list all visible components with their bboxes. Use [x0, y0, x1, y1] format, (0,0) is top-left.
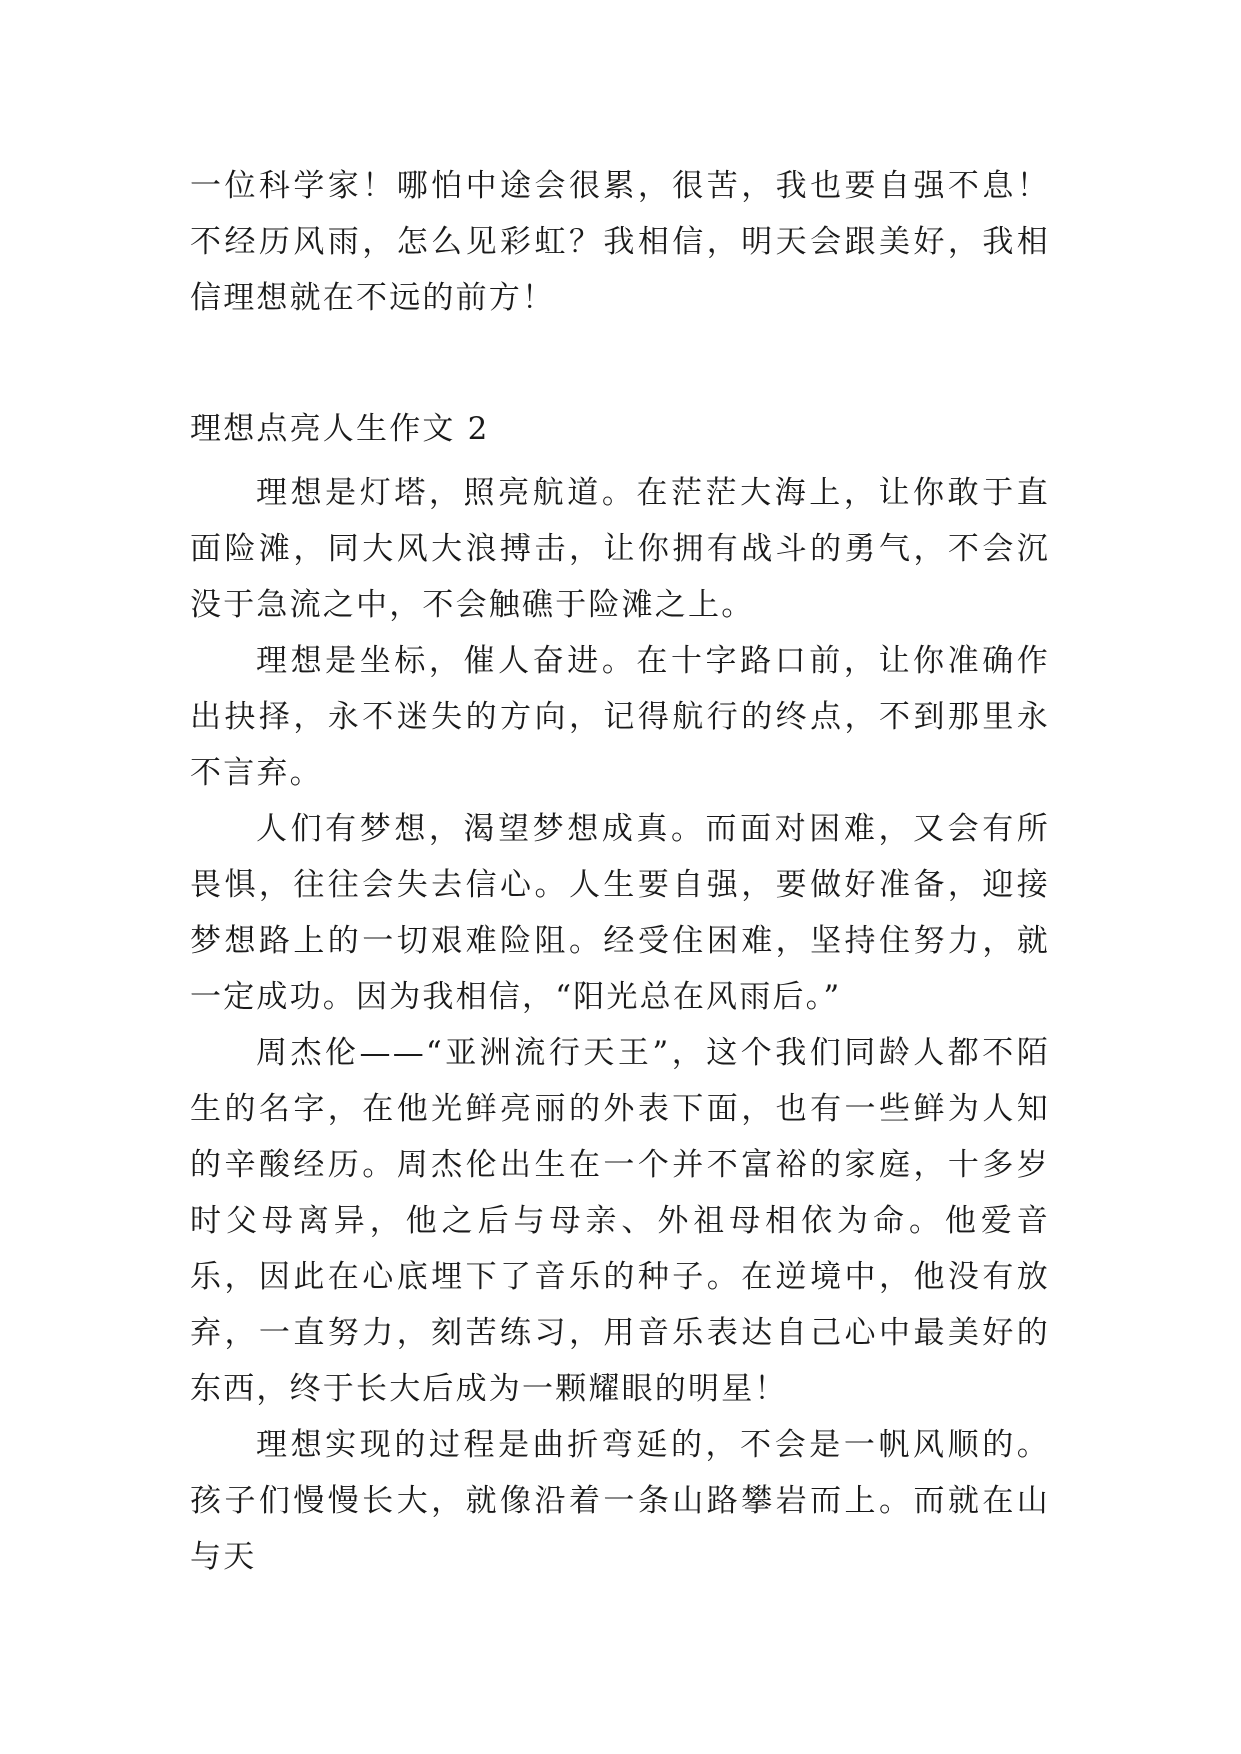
paragraph-lighthouse: 理想是灯塔，照亮航道。在茫茫大海上，让你敢于直面险滩，同大风大浪搏击，让你拥有战斗的勇气，不会沉没于急流之中，不会触礁于险滩之上。: [190, 475, 1050, 623]
paragraph-coordinate: 理想是坐标，催人奋进。在十字路口前，让你准确作出抉择，永不迷失的方向，记得航行的终点，不到那里永不言弃。: [190, 643, 1050, 791]
document-body: [190, 158, 1050, 1585]
intro-paragraph: 一位科学家！哪怕中途会很累，很苦，我也要自强不息！不经历风雨，怎么见彩虹？我相信，明天会跟美好，我相信理想就在不远的前方！: [190, 168, 1050, 316]
section-title: 理想点亮人生作文 2: [190, 411, 490, 447]
paragraph-dreams: 人们有梦想，渴望梦想成真。而面对困难，又会有所畏惧，往往会失去信心。人生要自强，要做好准备，迎接梦想路上的一切艰难险阻。经受住困难，坚持住努力，就一定成功。因为我相信，“阳光总在风雨后。”: [190, 811, 1050, 1015]
section-spacer: [190, 326, 1050, 401]
paragraph-jay-chou: 周杰伦——“亚洲流行天王”，这个我们同龄人都不陌生的名字，在他光鲜亮丽的外表下面，也有一些鲜为人知的辛酸经历。周杰伦出生在一个并不富裕的家庭，十多岁时父母离异，他之后与母亲、外祖母相依为命。他爱音乐，因此在心底埋下了音乐的种子。在逆境中，他没有放弃，一直努力，刻苦练习，用音乐表达自己心中最美好的东西，终于长大后成为一颗耀眼的明星！: [190, 1035, 1050, 1407]
paragraph-journey: 理想实现的过程是曲折弯延的，不会是一帆风顺的。孩子们慢慢长大，就像沿着一条山路攀岩而上。而就在山与天: [190, 1427, 1050, 1575]
